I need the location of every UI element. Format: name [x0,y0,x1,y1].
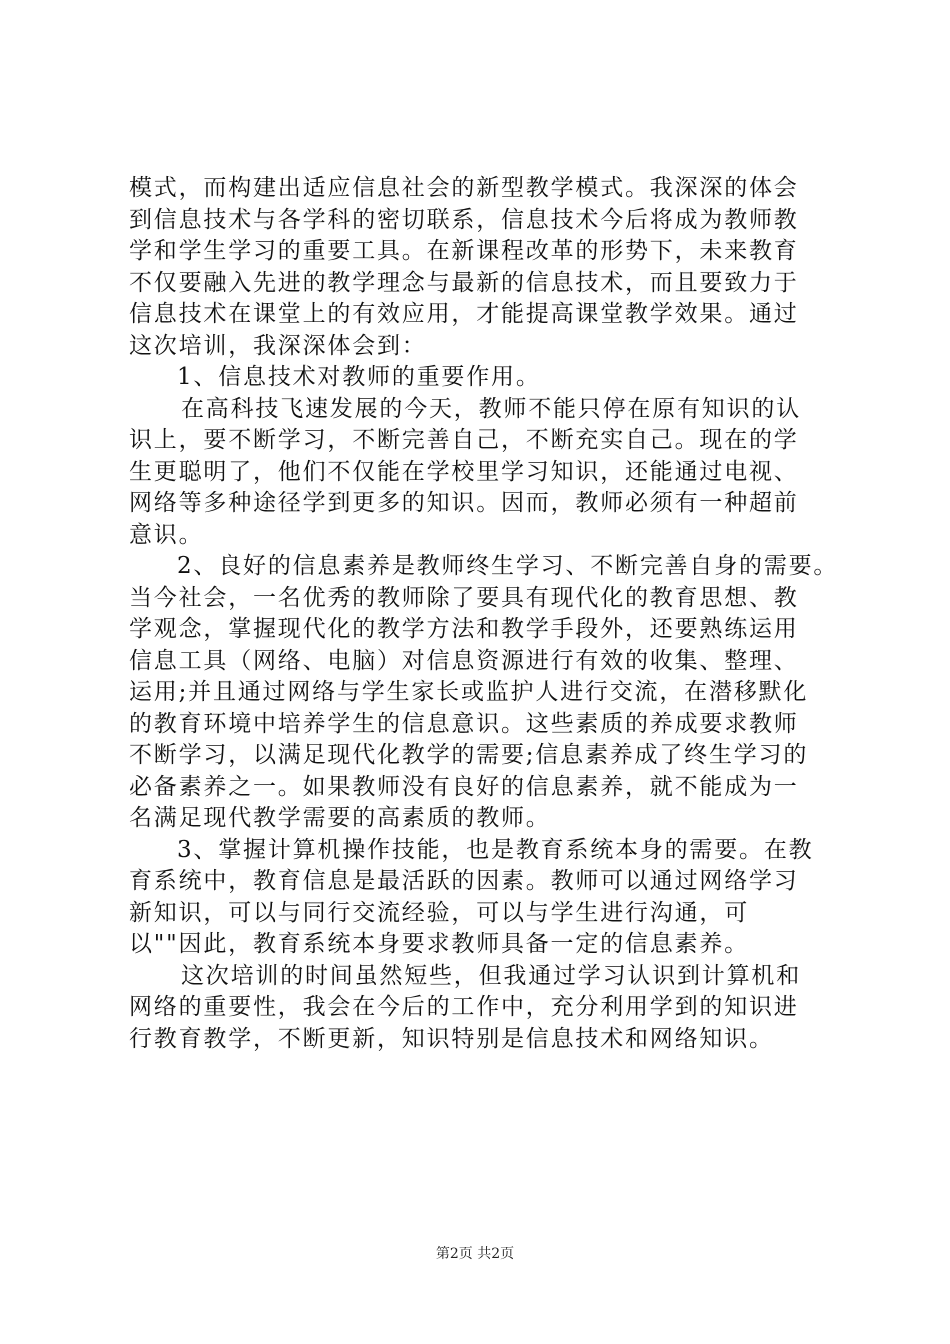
text-line: 这次培训，我深深体会到： [129,332,427,359]
text-line: 到信息技术与各学科的密切联系，信息技术今后将成为教师教 [129,206,799,233]
text-line: 网络等多种途径学到更多的知识。因而，教师必须有一种超前 [129,490,799,516]
text-line: 运用;并且通过网络与学生家长或监护人进行交流，在潜移默化 [129,679,809,705]
text-line: 不断学习，以满足现代化教学的需要;信息素养成了终生学习的 [129,742,809,768]
text-line: 学观念，掌握现代化的教学方法和教学手段外，还要熟练运用 [129,616,799,642]
text-line: 模式，而构建出适应信息社会的新型教学模式。我深深的体会 [129,175,799,201]
section-heading-1: 1、信息技术对教师的重要作用。 [177,364,541,390]
text-line: 当今社会，一名优秀的教师除了要具有现代化的教育思想、教 [129,584,799,611]
text-line: 识上，要不断学习，不断完善自己，不断充实自己。现在的学 [129,427,799,453]
text-line: 必备素养之一。如果教师没有良好的信息素养，就不能成为一 [129,773,799,800]
text-line: 信息技术在课堂上的有效应用，才能提高课堂教学效果。通过 [129,301,799,327]
text-line: 以""因此，教育系统本身要求教师具备一定的信息素养。 [129,931,749,957]
text-line: 生更聪明了，他们不仅能在学校里学习知识，还能通过电视、 [129,458,799,485]
document-body [129,173,839,1055]
text-line: 名满足现代教学需要的高素质的教师。 [129,805,551,831]
text-line: 新知识，可以与同行交流经验，可以与学生进行沟通，可 [129,899,749,926]
section-heading-2: 2、良好的信息素养是教师终生学习、不断完善自身的需要。 [177,553,839,579]
text-line: 网络的重要性，我会在今后的工作中，充分利用学到的知识进 [129,994,799,1020]
text-line: 信息工具（网络、电脑）对信息资源进行有效的收集、整理、 [129,647,799,674]
text-line: 在高科技飞速发展的今天，教师不能只停在原有知识的认 [181,395,801,422]
section-heading-3: 3、掌握计算机操作技能，也是教育系统本身的需要。在教 [177,836,814,863]
page-number-footer: 第2页 共2页 [435,1246,515,1262]
text-line: 的教育环境中培养学生的信息意识。这些素质的养成要求教师 [129,710,799,737]
text-line: 意识。 [129,521,204,548]
text-line: 行教育教学，不断更新，知识特别是信息技术和网络知识。 [129,1025,774,1052]
text-line: 育系统中，教育信息是最活跃的因素。教师可以通过网络学习 [129,868,799,894]
text-line: 这次培训的时间虽然短些，但我通过学习认识到计算机和 [181,962,801,989]
text-line: 不仅要融入先进的教学理念与最新的信息技术，而且要致力于 [129,269,799,296]
text-line: 学和学生学习的重要工具。在新课程改革的形势下，未来教育 [129,238,799,264]
